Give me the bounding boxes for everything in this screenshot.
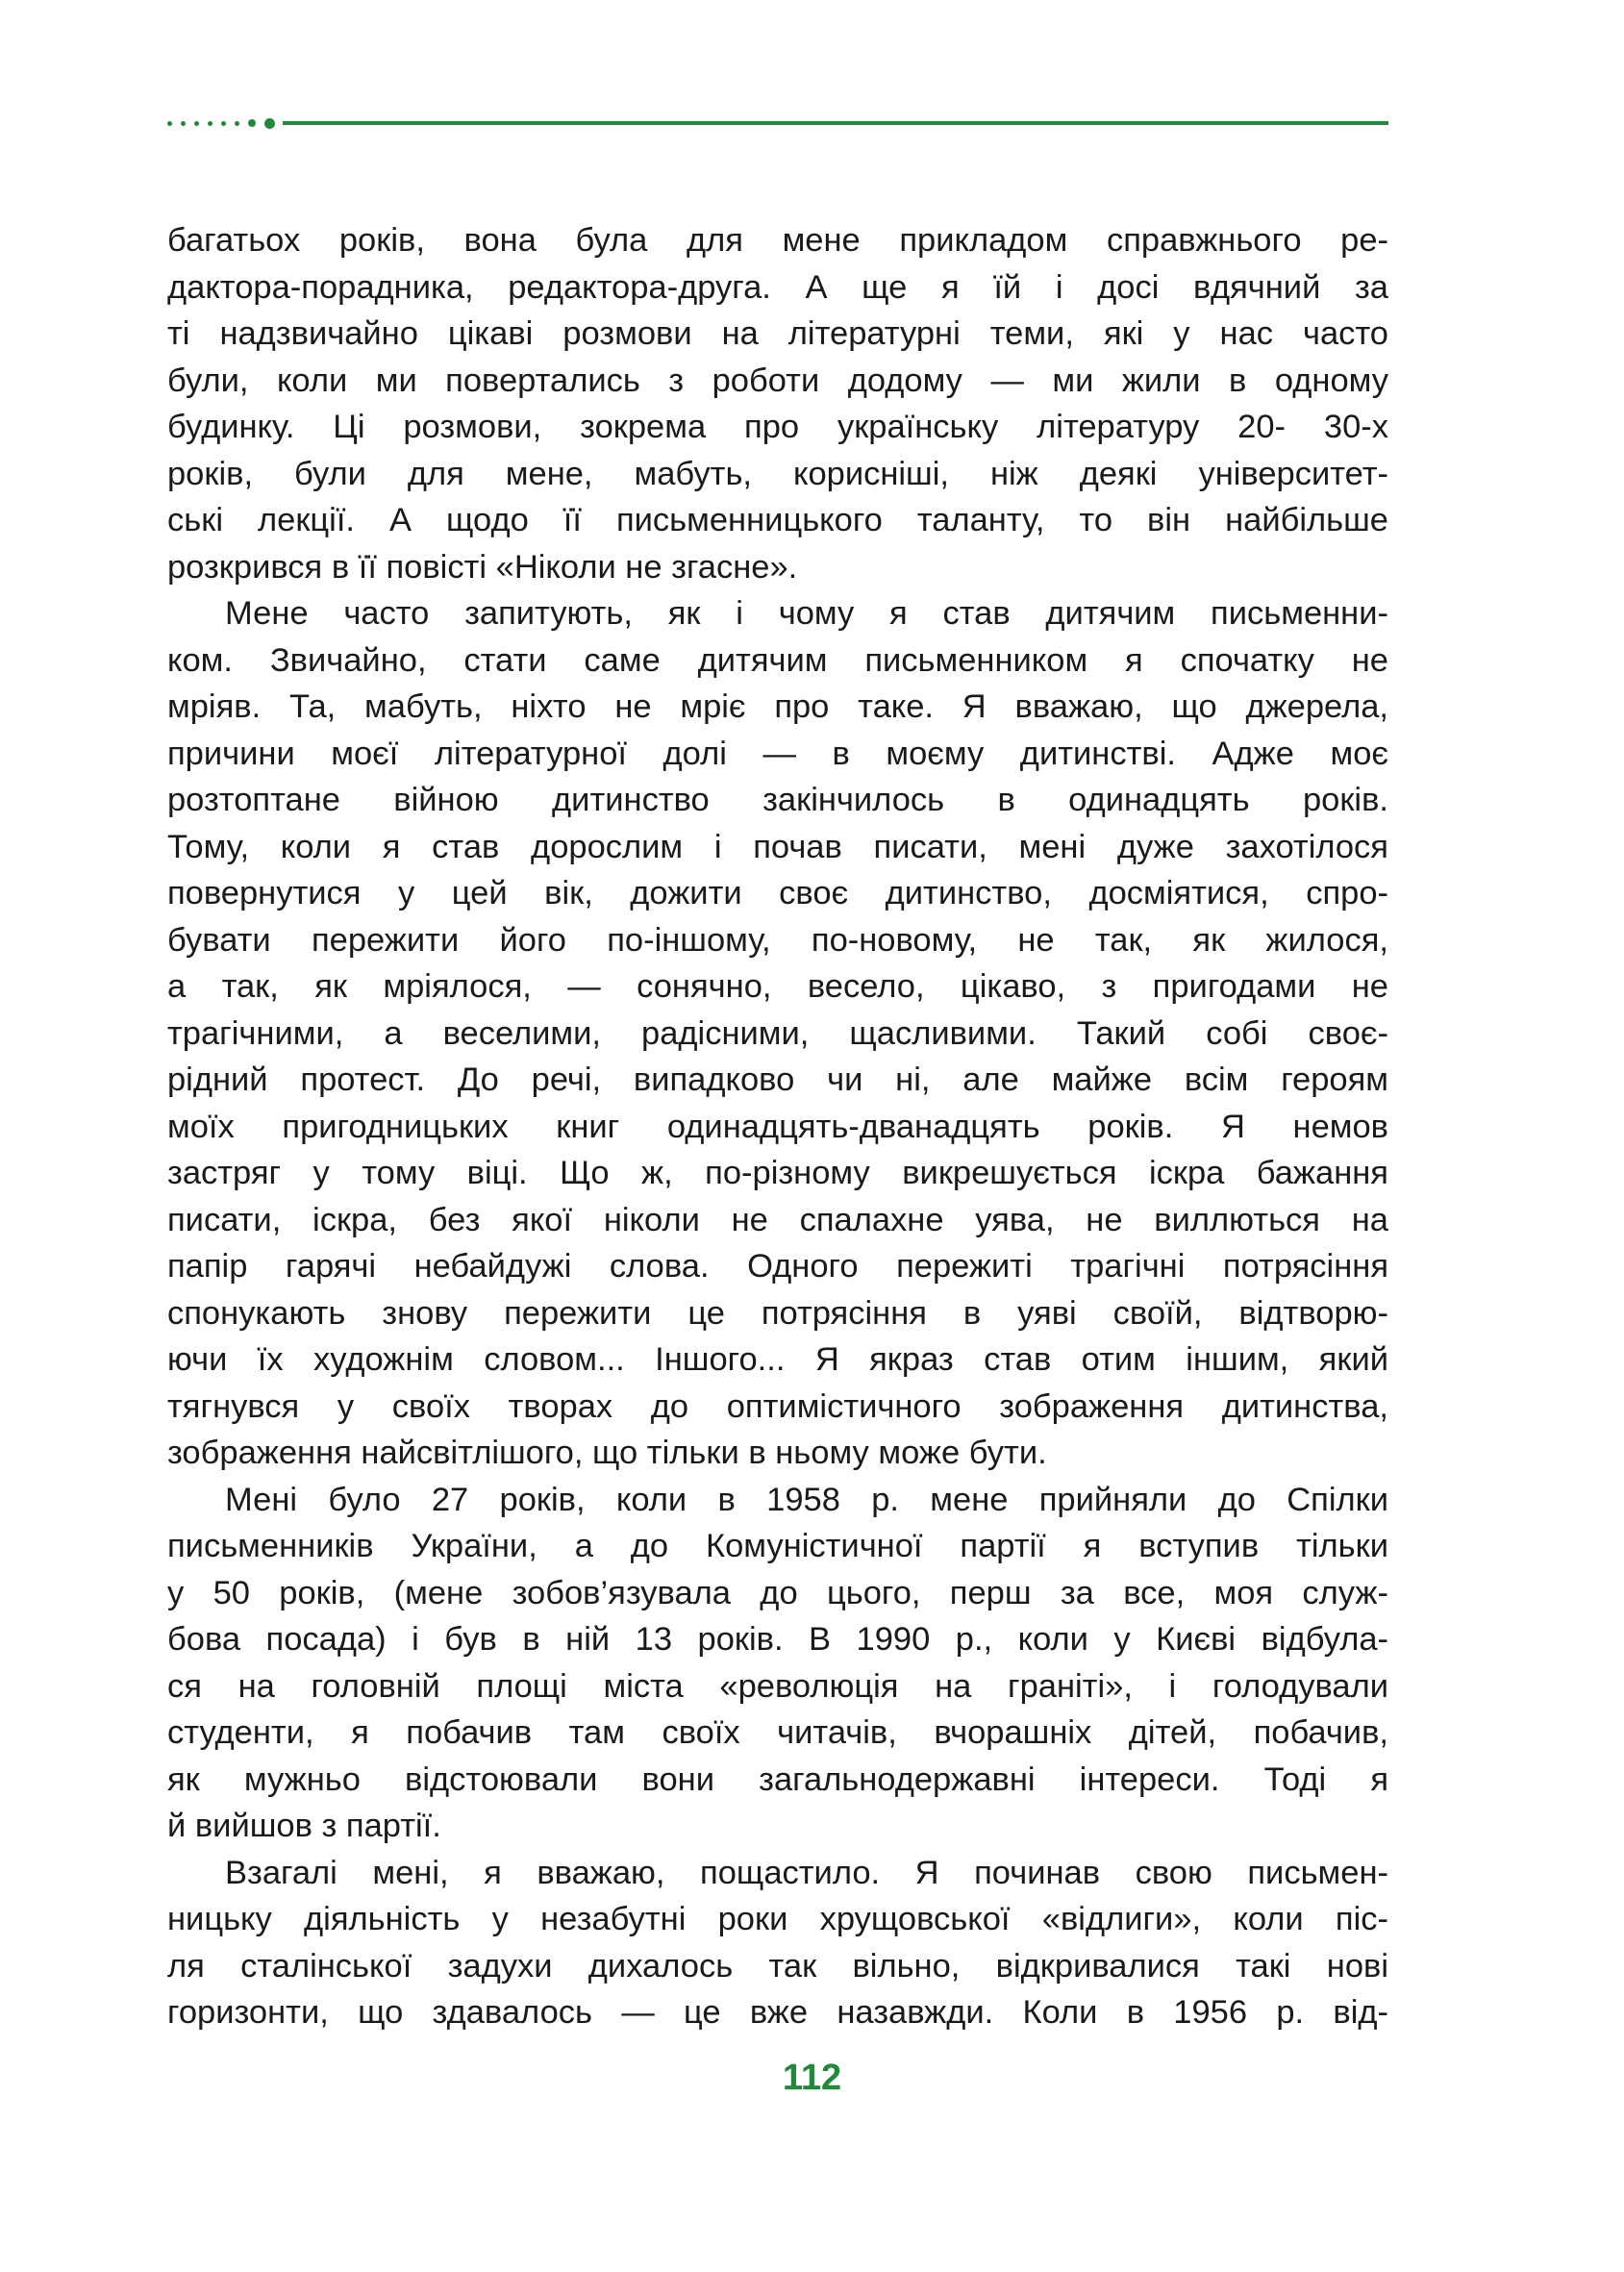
header-dot (221, 121, 226, 126)
header-line (283, 121, 1388, 125)
text-line: мріяв. Та, мабуть, ніхто не мріє про таке. Я вважаю, що джерела, (167, 688, 1388, 725)
text-line: ті надзвичайно цікаві розмови на літературні теми, які у нас часто (167, 315, 1388, 352)
text-line: розтоптане війною дитинство закінчилось в одинадцять років. (167, 782, 1388, 818)
header-dot (235, 121, 239, 126)
text-line: багатьох років, вона була для мене прикладом справжнього ре- (167, 222, 1388, 259)
text-line: ком. Звичайно, стати саме дитячим письменником я спочатку не (167, 641, 1388, 679)
text-line: письменників України, а до Комуністичної партії я вступив тільки (167, 1528, 1388, 1564)
text-line: а так, як мріялося, — сонячно, весело, цікаво, з пригодами не (167, 968, 1388, 1005)
text-line: папір гарячі небайдужі слова. Одного пережиті трагічні потрясіння (167, 1248, 1388, 1285)
text-line: тягнувся у своїх творах до оптимістичного зображення дитинства, (167, 1387, 1388, 1425)
text-line: застряг у тому віці. Що ж, по-різному викрешується іскра бажання (167, 1155, 1388, 1191)
text-line: ницьку діяльність у незабутні роки хрущовської «відлиги», коли піс- (167, 1901, 1388, 1937)
text-line: горизонти, що здавалось — це вже назавжди. Коли в 1956 р. від- (167, 1994, 1388, 2031)
header-dot (167, 121, 172, 126)
text-line: будинку. Ці розмови, зокрема про українську літературу 20- 30-х (167, 409, 1388, 445)
text-line: моїх пригодницьких книг одинадцять-дванадцять років. Я немов (167, 1108, 1388, 1145)
text-line: бова посада) і був в ній 13 років. В 1990 р., коли у Києві відбула- (167, 1621, 1388, 1658)
text-line: років, були для мене, мабуть, корисніші, ніж деякі університет- (167, 455, 1388, 492)
header-dot (181, 121, 186, 126)
text-line: причини моєї літературної долі — в моєму дитинстві. Адже моє (167, 735, 1388, 772)
text-line: розкрився в її повісті «Ніколи не згасне». (167, 548, 798, 586)
text-line: як мужньо відстоювали вони загальнодержавні інтереси. Тоді я (167, 1760, 1388, 1798)
text-line: студенти, я побачив там своїх читачів, вчорашніх дітей, побачив, (167, 1714, 1388, 1751)
text-line: спонукають знову пережити це потрясіння в уяві своїй, відтворю- (167, 1294, 1388, 1332)
header-dot (194, 121, 199, 126)
header-dot (208, 121, 212, 126)
text-line: зображення найсвітлішого, що тільки в ньому може бути. (167, 1435, 1047, 1471)
text-line: Мені було 27 років, коли в 1958 р. мене прийняли до Спілки (225, 1481, 1388, 1518)
text-line: ючи їх художнім словом... Іншого... Я якраз став отим іншим, який (167, 1341, 1388, 1378)
header-dot (264, 118, 275, 129)
text-line: ся на головній площі міста «революція на граніті», і голодували (167, 1667, 1388, 1705)
body-text (167, 217, 1388, 2036)
text-line: повернутися у цей вік, дожити своє дитинство, досміятися, спро- (167, 875, 1388, 911)
text-line: ські лекції. А щодо її письменницького таланту, то він найбільше (167, 502, 1388, 538)
header-dots (167, 118, 275, 129)
text-line: ля сталінської задухи дихалось так вільно, відкривалися такі нові (167, 1947, 1388, 1985)
text-line: дактора-порадника, редактора-друга. А ще я їй і досі вдячний за (167, 268, 1388, 306)
text-line: писати, іскра, без якої ніколи не спалахне уява, не виллються на (167, 1201, 1388, 1238)
text-line: Тому, коли я став дорослим і почав писати, мені дуже захотілося (167, 828, 1388, 865)
text-line: трагічними, а веселими, радісними, щасливими. Такий собі своє- (167, 1014, 1388, 1052)
text-line: були, коли ми повертались з роботи додому — ми жили в одному (167, 362, 1388, 399)
header-rule (167, 117, 1388, 129)
text-line: Мене часто запитують, як і чому я став дитячим письменни- (225, 595, 1388, 632)
header-dot (248, 119, 256, 127)
text-line: Взагалі мені, я вважаю, пощастило. Я починав свою письмен- (225, 1854, 1388, 1891)
text-line: бувати пережити його по-іншому, по-новому, не так, як жилося, (167, 921, 1388, 959)
text-line: у 50 років, (мене зобов’язувала до цього, перш за все, моя служ- (167, 1574, 1388, 1611)
text-line: й вийшов з партії. (167, 1808, 441, 1844)
page-number: 112 (782, 2058, 842, 2098)
text-line: рідний протест. До речі, випадково чи ні, але майже всім героям (167, 1061, 1388, 1098)
